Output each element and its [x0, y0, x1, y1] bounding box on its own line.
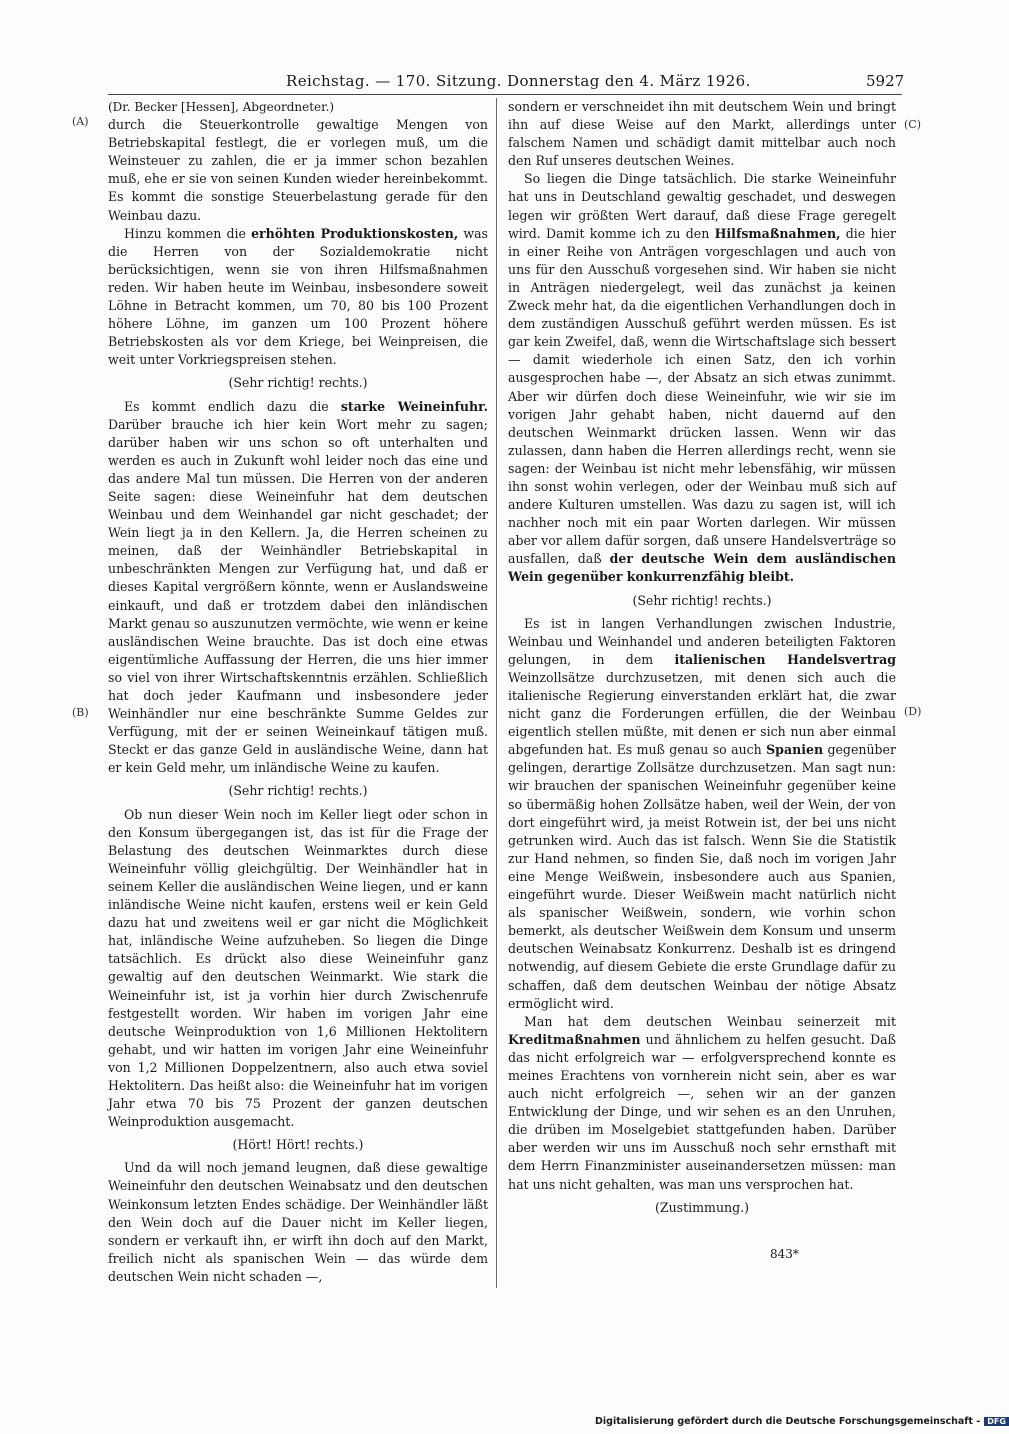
paragraph: Hinzu kommen die erhöhten Produktionskosten, was die Herren von der Sozialdemokratie nicht berücksichtigen, wenn sie von ihren Hilfsmaßnahmen reden. Wir haben heute im Weinbau, insbesondere soweit Löhne in Betracht kommen, um 70, 80 bis 100 Prozent höhere Löhne, im ganzen um 100 Prozent höhere Betriebskosten als vor dem Kriege, bei Weinpreisen, die weit unter Vorkriegspreisen stehen.: [108, 225, 488, 368]
margin-mark-b: (B): [72, 706, 89, 719]
page-header: [0, 72, 1000, 96]
emphasis: der deutsche Wein dem ausländischen Wein gegenüber konkurrenzfähig bleibt.: [508, 551, 896, 585]
paragraph: So liegen die Dinge tatsächlich. Die starke Weineinfuhr hat uns in Deutschland gewaltig geschadet, und deswegen legen wir größten Wert darauf, daß diese Frage geregelt wird. Damit komme ich zu den Hilfsmaßnahmen, die hier in einer Reihe von Anträgen vorgeschlagen und auch von uns für den Ausschuß vorgesehen sind. Wir haben sie nicht in Anträgen niedergelegt, weil das zunächst ja keinen Zweck mehr hat, da die eigentlichen Verhandlungen doch in dem zuständigen Ausschuß geführt werden müssen. Es ist gar kein Zweifel, daß, wenn die Wirtschaftslage sich bessert — damit wiederhole ich einen Satz, den ich vorhin ausgesprochen habe —, der Absatz an sich etwas zunimmt. Aber wir dürfen doch diese Weineinfuhr, wie wir sie im vorigen Jahr gehabt haben, nicht dauernd auf den deutschen Weinmarkt drücken lassen. Wenn wir das zulassen, dann haben die Herren allerdings recht, wenn sie sagen: der Weinbau ist nicht mehr lebensfähig, wir müssen ihn sonst wohin verlegen, oder der Weinbau muß sich auf andere Kulturen umstellen. Was dazu zu sagen ist, will ich nachher noch mit ein paar Worten darlegen. Wir müssen aber vor allem dafür sorgen, daß unsere Handelsverträge so ausfallen, daß der deutsche Wein dem ausländischen Wein gegenüber konkurrenzfähig bleibt.: [508, 171, 896, 585]
margin-mark-d: (D): [904, 705, 922, 718]
dfg-logo: DFG: [984, 1417, 1009, 1426]
emphasis: Spanien: [766, 742, 824, 758]
paragraph: Und da will noch jemand leugnen, daß diese gewaltige Weineinfuhr den deutschen Weinabsatz und den deutschen Weinkonsum letzten Endes schädige. Der Weinhändler läßt den Wein doch auf die Dauer nicht im Keller liegen, sondern er verkauft ihn, er wirft ihn doch auf den Markt, freilich nicht als spanischen Wein — das würde dem deutschen Wein nicht schaden —,: [108, 1160, 488, 1284]
interjection: (Sehr richtig! rechts.): [632, 592, 772, 608]
footer: [595, 1416, 1009, 1427]
interjection: (Sehr richtig! rechts.): [228, 375, 368, 391]
left-column: [108, 98, 488, 1286]
footer-text: Digitalisierung gefördert durch die Deutsche Forschungsgemeinschaft -: [595, 1416, 981, 1427]
running-title: Reichstag. — 170. Sitzung. Donnerstag den 4. März 1926.: [286, 72, 751, 90]
paragraph: Es kommt endlich dazu die starke Weineinfuhr. Darüber brauche ich hier kein Wort mehr zu sagen; darüber haben wir uns schon so oft unterhalten und werden es auch in Zukunft wohl leider noch das eine und das andere Mal tun müssen. Die Herren von der anderen Seite sagen: diese Weineinfuhr hat dem deutschen Weinbau und dem Weinhandel gar nicht geschadet; der Wein liegt ja in den Kellern. Ja, die Herren scheinen zu meinen, daß der Weinhändler Betriebskapital in unbeschränkten Mengen zur Verfügung hat, und daß er dieses Kapital vergrößern könnte, wenn er Auslandsweine einkauft, und daß er trotzdem dabei den inländischen Markt genau so auszunutzen vermöchte, wie wenn er keine ausländischen Weine brauchte. Das ist doch eine etwas eigentümliche Auffassung der Herren, die uns hier immer so viel von ihrer Wirtschaftskenntnis erzählen. Schließlich hat doch jeder Kaufmann und insbesondere jeder Weinhändler nur eine beschränkte Summe Geldes zur Verfügung, mit der er seinen Weineinkauf tätigen muß. Steckt er das ganze Geld in ausländische Weine, dann hat er kein Geld mehr, um inländische Weine zu kaufen.: [108, 398, 488, 776]
page-signature: 843*: [770, 1247, 799, 1261]
paragraph: Es ist in langen Verhandlungen zwischen Industrie, Weinbau und Weinhandel und anderen beteiligten Faktoren gelungen, in dem italienischen Handelsvertrag Weinzollsätze durchzusetzen, mit denen sich auch die italienische Regierung einverstanden erklärt hat, die zwar nicht ganz die Forderungen erfüllen, die der Weinbau eigentlich stellen müßte, mit denen er sich nun aber einmal abgefunden hat. Es muß genau so auch Spanien gegenüber gelingen, derartige Zollsätze durchzusetzen. Man sagt nun: wir brauchen der spanischen Weineinfuhr gegenüber keine so übermäßig hohen Zollsätze haben, weil der Wein, der von dort eingeführt wird, ja meist Rotwein ist, der bei uns nicht getrunken wird. Auch das ist falsch. Wenn Sie die Statistik zur Hand nehmen, so finden Sie, daß noch im vorigen Jahr eine Menge Weißwein, insbesondere auch aus Spanien, eingeführt wurde. Dieser Weißwein macht natürlich nicht als spanischer Weißwein, sondern, wie vorhin schon bemerkt, als deutscher Weißwein dem Konsum und unserm deutschen Weinabsatz Konkurrenz. Deshalb ist es dringend notwendig, auf diesem Gebiete die erste Grundlage dafür zu schaffen, daß dem deutschen Weinbau der nötige Absatz ermöglicht wird.: [508, 615, 897, 1011]
emphasis: starke Weineinfuhr.: [340, 398, 488, 414]
paragraph: Ob nun dieser Wein noch im Keller liegt oder schon in den Konsum übergegangen ist, das ist für die Frage der Belastung des deutschen Weinmarktes durch diese Weineinfuhr völlig gleichgültig. Der Weinhändler hat in seinem Keller die ausländischen Weine liegen, und er kann inländische Weine nicht kaufen, erstens weil er kein Geld dazu hat und zweitens weil er gar nicht die Möglichkeit hat, inländische Weine aufzuheben. So liegen die Dinge tatsächlich. Es drückt also diese Weineinfuhr ganz gewaltig auf den deutschen Weinmarkt. Wie stark die Weineinfuhr ist, ist ja vorhin hier durch Zwischenrufe festgestellt worden. Wir haben im vorigen Jahr eine deutsche Weinproduktion von 1,6 Millionen Hektolitern gehabt, und wir hatten im vorigen Jahr eine Weineinfuhr von 1,2 Millionen Doppelzentnern, also auch etwa soviel Hektolitern. Das heißt also: die Weineinfuhr hat im vorigen Jahr etwa 70 bis 75 Prozent der ganzen deutschen Weinproduktion ausgemacht.: [108, 806, 488, 1130]
header-rule: [108, 94, 902, 95]
paragraph: durch die Steuerkontrolle gewaltige Mengen von Betriebskapital festlegt, die er vorlegen muß, um die Weinsteuer zu zahlen, die er ja immer schon bezahlen muß, ehe er sie von seinen Kunden wieder hereinbekommt. Es kommt die sonstige Steuerbelastung gerade für den Weinbau dazu.: [108, 117, 488, 223]
speaker-line: (Dr. Becker [Hessen], Abgeordneter.): [108, 100, 335, 114]
emphasis: italienischen Handelsvertrag: [674, 651, 897, 667]
paragraph: sondern er verschneidet ihn mit deutschem Wein und bringt ihn auf diese Weise auf den Markt, allerdings unter falschem Namen und schädigt damit mittelbar auch noch den Ruf unseres deutschen Weines.: [508, 99, 896, 169]
interjection: (Hört! Hört! rechts.): [232, 1137, 364, 1153]
column-divider: [496, 98, 497, 1288]
interjection: (Sehr richtig! rechts.): [228, 783, 368, 799]
emphasis: Hilfsmaßnahmen,: [714, 225, 841, 241]
interjection: (Zustimmung.): [654, 1199, 750, 1215]
paragraph: Man hat dem deutschen Weinbau seinerzeit mit Kreditmaßnahmen und ähnlichem zu helfen gesucht. Daß das nicht erfolgreich war — erfolgversprechend konnte es meines Erachtens von vornherein nicht sein, aber es war auch nicht erfolgreich —, sehen wir an der ganzen Entwicklung der Dinge, und wir sehen es an den Unruhen, die drüben im Moselgebiet stattgefunden haben. Darüber aber werden wir uns im Ausschuß noch sehr ernsthaft mit dem Herrn Finanzminister auseinandersetzen müssen: man hat uns nicht gehalten, was man uns versprochen hat.: [508, 1013, 896, 1192]
margin-mark-c: (C): [904, 118, 921, 131]
emphasis: erhöhten Produktionskosten,: [251, 225, 459, 241]
emphasis: Kreditmaßnahmen: [508, 1031, 641, 1047]
page-number: 5927: [866, 72, 905, 90]
right-column: [508, 98, 896, 1222]
margin-mark-a: (A): [72, 115, 89, 128]
